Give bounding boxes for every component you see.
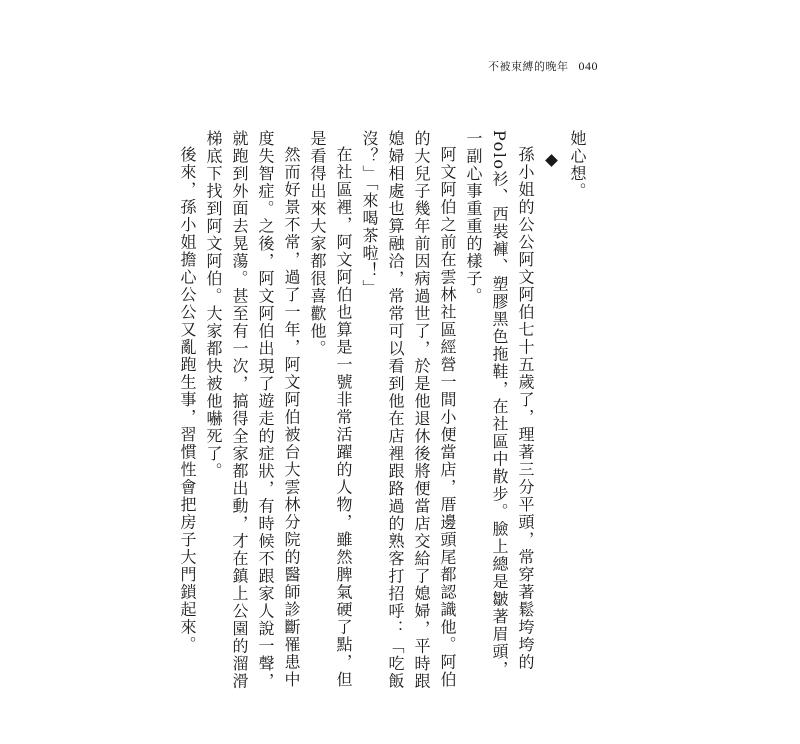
paragraph-4: 在社區裡，阿文阿伯也算是一號非常活躍的人物，雖然脾氣硬了點，但是看得出來大家都很喜歡他。 [308,130,353,689]
running-header [488,58,598,74]
paragraph-5: 然而好景不常，過了一年，阿文阿伯被台大雲林分院的醫師診斷罹患中度失智症。之後，阿文阿伯出現了遊走的症狀，有時候不跟家人說一聲，就跑到外面去晃蕩。甚至有一次，搞得全家都出動，才在鎮上公園的溜滑梯底下找到阿文阿伯。大家都快被他嚇死了。 [204,130,301,690]
paragraph-6: 後來，孫小姐擔心公公又亂跑生事，習慣性會把房子大門鎖起來。 [178,146,197,654]
paragraph-1: 她心想。 [568,130,587,200]
diamond-ornament-icon [545,154,558,167]
page-number: 040 [578,59,598,73]
paragraph-3: 阿文阿伯之前在雲林社區經營一間小便當店，厝邊頭尾都認識他。阿伯的大兒子幾年前因病過世了，於是他退休後將便當店交給了媳婦，平時跟媳婦相處也算融洽，常常可以看到他在店裡跟路過的熟客打招呼：「吃飯沒？」「來喝茶啦！」 [360,130,457,690]
book-title: 不被束縛的晚年 [488,60,569,73]
paragraph-2: 孫小姐的公公阿文阿伯七十五歲了，理著三分平頭，常穿著鬆垮垮的Polo衫、西裝褲、塑膠黑色拖鞋，在社區中散步。臉上總是皺著眉頭，一副心事重重的樣子。 [464,130,535,678]
section-separator [542,130,564,690]
vertical-body-text [174,130,590,690]
